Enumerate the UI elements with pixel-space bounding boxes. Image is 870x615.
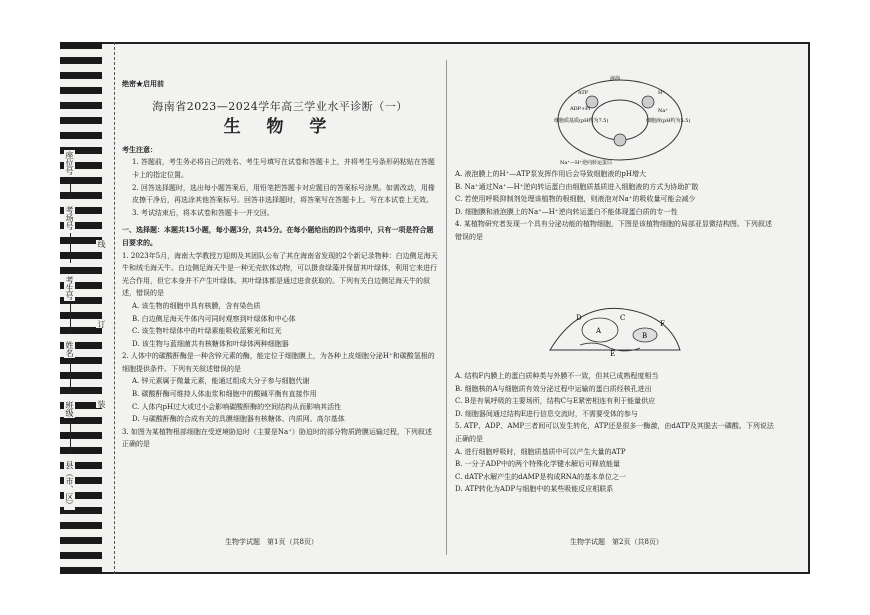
question-2-option-b: B. 碳酸酐酶可维持人体血浆和细胞中的酸碱平衡有直接作用 — [132, 390, 317, 399]
name-line — [70, 362, 71, 392]
class-label: 班级 — [65, 401, 74, 417]
seat-number-label: 座位号 — [65, 151, 74, 175]
secret-mark: 绝密★启用前 — [122, 79, 164, 88]
question-3: 3. 如图为某植物根部细胞在受逆境胁迫时（主要是Na⁺）胁迫时的部分物质跨膜运输过程，下列叙述正确的是 — [122, 427, 432, 449]
question-1: 1. 2023年5月，海南大学教授万迎朗及其团队公布了其在海南省发现的2个新记录物种：白边侧足海天牛和绒毛海天牛。白边侧足海天牛是一种无壳软体动物，可以摄食绿藻并保留其叶绿体，利用它来进行光合作用，但它本身并不产生叶绿体。其叶绿体都是通过进食获取的。下列有关白边侧足海天牛的叙述，错误的是 — [122, 251, 438, 298]
cell-structure-diagram — [540, 290, 690, 365]
left-footer: 生物学试题 第1页（共8页） — [225, 538, 318, 546]
notice-item: 3. 考试结束后，将本试卷和答题卡一并交回。 — [132, 208, 274, 217]
notice-item: 1. 答题前，考生务必将自己的姓名、考生号填写在试卷和答题卡上，并将考生号条形码粘贴在答题卡上的指定位置。 — [132, 158, 435, 179]
fig2-label-a: A — [596, 327, 602, 335]
question-4-option-b: B. 细胞核的A与细胞质有效分泌过程中运输的蛋白质经核孔进出 — [455, 384, 652, 393]
fig2-label-f: F — [660, 320, 665, 328]
question-1-option-b: B. 白边侧足海天牛体内可同时观察到叶绿体和中心体 — [132, 314, 296, 323]
candidate-number-line — [70, 303, 71, 333]
fig1-label-adp: ADP+Pi — [570, 106, 591, 112]
question-2-option-a: A. 锌元素属于微量元素，能通过组成大分子参与细胞代谢 — [132, 377, 310, 386]
question-3-option-d: D. 细胞膜和液泡膜上的Na⁺—H⁺逆向转运蛋白不能体现蛋白质的专一性 — [455, 207, 678, 216]
county-label: 县（市、区） — [65, 461, 74, 509]
question-5-option-c: C. dATP水解产生的dAMP是构成RNA的基本单位之一 — [455, 472, 626, 481]
fig1-label-vacuole: 液泡 — [610, 76, 621, 82]
left-page — [122, 78, 438, 451]
question-1-option-d: D. 该生物与蓝细菌共有核糖体和叶绿体两种细胞器 — [132, 339, 289, 348]
exam-room-label: 考场号 — [65, 206, 74, 230]
question-2-option-d: D. 与碳酸酐酶的合成有关的具膜细胞器有核糖体、内质网、高尔基体 — [132, 415, 345, 424]
binding-word-line: 线 — [97, 240, 106, 248]
class-line — [70, 422, 71, 452]
subject-title: 生 物 学 — [223, 117, 337, 138]
cell-outline-shape — [550, 308, 680, 350]
fig2-label-b: B — [642, 332, 648, 340]
transporter-shape — [614, 134, 626, 146]
question-5-option-d: D. ATP转化为ADP与细胞中的某些吸能反应相联系 — [455, 485, 614, 494]
fig1-label-na: Na⁺ — [658, 108, 668, 114]
fig2-label-e: E — [610, 350, 616, 358]
fig1-label-cytoplasm: 细胞质基质(pH约为7.5) — [554, 118, 609, 124]
exam-title: 海南省2023—2024学年高三学业水平诊断（一） — [152, 99, 408, 113]
question-3-option-a: A. 液泡膜上的H⁺—ATP泵发挥作用后会导致细胞液的pH增大 — [455, 170, 646, 178]
page-divider — [446, 60, 447, 555]
notice-heading: 考生注意： — [122, 144, 157, 154]
right-page — [455, 168, 777, 244]
question-4-option-c: C. B是有氧呼吸的主要场所，结构C与E紧密相连有利于能量供应 — [455, 397, 656, 406]
fig1-label-h: H⁺ — [658, 90, 665, 96]
fig1-label-atp: ATP — [578, 90, 589, 96]
section-heading: 一、选择题：本题共15小题，每小题3分，共45分。在每小题给出的四个选项中，只有一项是符合题目要求的。 — [122, 225, 434, 247]
binding-word-seal: 装 — [97, 400, 106, 408]
candidate-number-label: 考生号 — [65, 276, 74, 300]
fig2-label-d: D — [576, 314, 582, 322]
question-5-option-a: A. 进行细胞呼吸时，细胞质基质中可以产生大量的ATP — [455, 447, 626, 456]
fig1-label-cell-sap: 细胞液(pH约为5.5) — [646, 118, 690, 124]
binding-word-order: 订 — [97, 320, 106, 328]
question-1-option-a: A. 该生物的细胞中具有核膜，含有染色质 — [132, 301, 261, 310]
right-footer: 生物学试题 第2页（共8页） — [570, 538, 663, 546]
question-3-option-b: B. Na⁺通过Na⁺—H⁺逆向转运蛋白由细胞质基质进入细胞液的方式为协助扩散 — [455, 182, 699, 191]
name-label: 姓名 — [65, 341, 74, 357]
question-3-option-c: C. 若使用呼吸抑制剂处理该植物的根细胞，则液泡对Na⁺的吸收量可能会减少 — [455, 195, 696, 204]
notice-item: 2. 回答选择题时，选出每小题答案后，用铅笔把答题卡对应题目的答案标号涂黑。如需改动，用橡皮擦干净后，再选涂其他答案标号。回答非选择题时，将答案写在答题卡上。写在本试卷上无效。 — [132, 183, 435, 205]
antiporter-shape — [642, 96, 654, 108]
question-5-option-b: B. 一分子ADP中的两个特殊化学键水解后可释放能量 — [455, 460, 620, 469]
fig1-label-antiporter: Na⁺—H⁺逆向转运蛋白 — [560, 160, 612, 166]
exam-room-line — [70, 233, 71, 263]
question-4: 4. 某植物研究者发现一个具有分泌功能的植物细胞，下图是该植物细胞的局部亚显微结构图。下列叙述错误的是 — [455, 220, 772, 241]
question-4-option-d: D. 细胞器间通过结构E进行信息交流时，不需要受体的参与 — [455, 409, 638, 418]
question-1-option-c: C. 该生物叶绿体中的叶绿素能吸收蓝紫光和红光 — [132, 327, 282, 336]
question-4-option-a: A. 结构F内膜上的蛋白质种类与外膜不一致，但其已成熟程度相当 — [455, 372, 659, 380]
seat-number-line — [70, 178, 71, 198]
question-2-option-c: C. 人体内pH过大或过小会影响碳酸酐酶的空间结构从而影响其活性 — [132, 402, 342, 411]
transport-diagram — [550, 72, 690, 167]
binding-line — [102, 42, 115, 574]
fig2-label-c: C — [620, 314, 626, 322]
question-2: 2. 人体中的碳酸酐酶是一种含锌元素的酶，能定位于细胞膜上，为各种上皮细胞分泌H⁺和碳酸氢根的细胞提供条件。下列有关叙述错误的是 — [122, 352, 435, 373]
right-page-lower — [455, 370, 777, 496]
question-5: 5. ATP、ADP、AMP三者间可以发生转化，ATP还是很多一酶激，由dATP及其脱去一磷酸。下列说法正确的是 — [455, 422, 774, 443]
